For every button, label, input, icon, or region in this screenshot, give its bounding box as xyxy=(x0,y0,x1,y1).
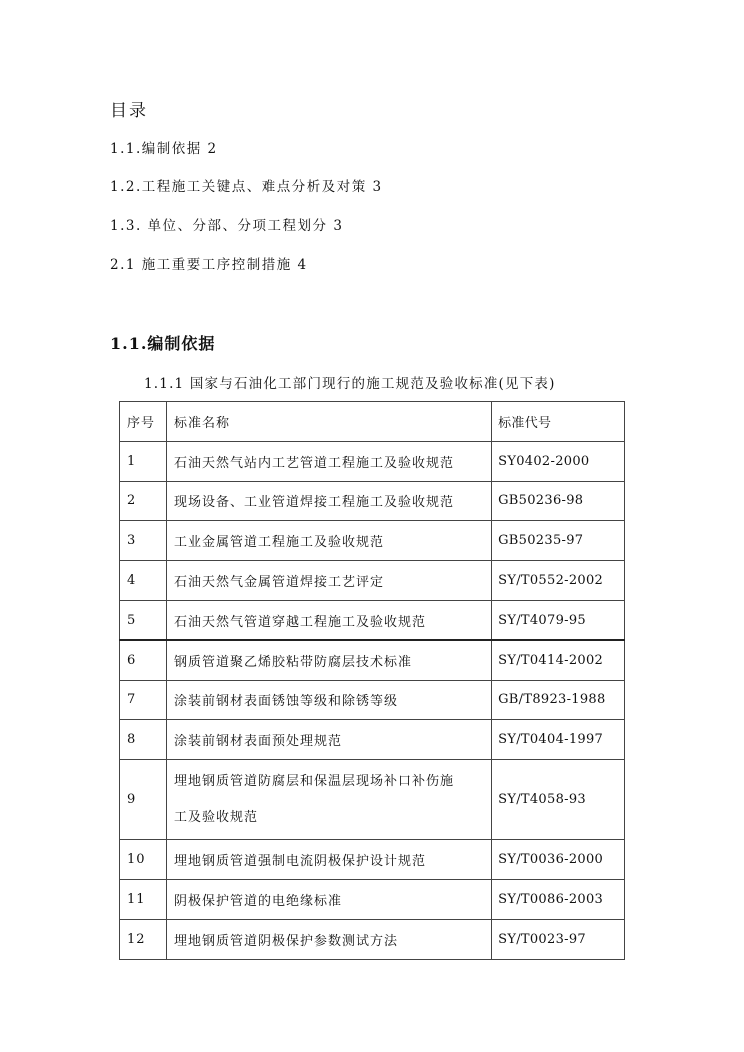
table-row xyxy=(120,760,625,840)
cell-name: 埋地钢质管道强制电流阴极保护设计规范 xyxy=(166,840,491,880)
table-row xyxy=(120,441,625,481)
table-row xyxy=(120,521,625,561)
table-header-row xyxy=(120,402,625,442)
cell-code: SY/T0552-2002 xyxy=(492,561,625,601)
cell-name: 石油天然气站内工艺管道工程施工及验收规范 xyxy=(166,441,491,481)
cell-name: 工业金属管道工程施工及验收规范 xyxy=(166,521,491,561)
table-row xyxy=(120,840,625,880)
cell-name: 埋地钢质管道阴极保护参数测试方法 xyxy=(166,919,491,959)
cell-code: SY/T4058-93 xyxy=(492,760,625,840)
cell-name-line: 工及验收规范 xyxy=(173,809,258,825)
cell-no: 1 xyxy=(120,441,167,481)
cell-code: GB50235-97 xyxy=(492,521,625,561)
header-cell-no: 序号 xyxy=(120,402,167,442)
cell-no: 11 xyxy=(120,879,167,919)
cell-name: 涂装前钢材表面锈蚀等级和除锈等级 xyxy=(166,680,491,720)
cell-name: 涂装前钢材表面预处理规范 xyxy=(166,720,491,760)
cell-name: 现场设备、工业管道焊接工程施工及验收规范 xyxy=(166,481,491,521)
intro-text: 1.1.1 国家与石油化工部门现行的施工规范及验收标准(见下表) xyxy=(144,376,556,392)
cell-no: 5 xyxy=(120,600,167,640)
cell-no: 12 xyxy=(120,919,167,959)
cell-name xyxy=(166,760,491,840)
cell-code: SY/T0086-2003 xyxy=(492,879,625,919)
table-row xyxy=(120,561,625,601)
cell-name-line: 埋地钢质管道防腐层和保温层现场补口补伤施 xyxy=(173,773,454,789)
cell-code: SY/T0414-2002 xyxy=(492,640,625,680)
table-row xyxy=(120,720,625,760)
cell-no: 9 xyxy=(120,760,167,840)
cell-code: SY/T0023-97 xyxy=(492,919,625,959)
toc-entry[interactable]: 2.1 施工重要工序控制措施 4 xyxy=(110,257,308,273)
toc-entry[interactable]: 1.1.编制依据 2 xyxy=(110,141,218,157)
cell-name: 钢质管道聚乙烯胶粘带防腐层技术标准 xyxy=(166,640,491,680)
cell-name: 阴极保护管道的电绝缘标准 xyxy=(166,879,491,919)
cell-code: SY0402-2000 xyxy=(492,441,625,481)
table-row xyxy=(120,919,625,959)
toc-entry[interactable]: 1.2.工程施工关键点、难点分析及对策 3 xyxy=(110,179,383,195)
toc-title: 目录 xyxy=(110,101,148,121)
table-row xyxy=(120,680,625,720)
cell-no: 7 xyxy=(120,680,167,720)
header-cell-name: 标准名称 xyxy=(166,402,491,442)
cell-no: 8 xyxy=(120,720,167,760)
cell-code: SY/T0404-1997 xyxy=(492,720,625,760)
cell-code: GB/T8923-1988 xyxy=(492,680,625,720)
cell-code: GB50236-98 xyxy=(492,481,625,521)
cell-code: SY/T0036-2000 xyxy=(492,840,625,880)
toc-entry[interactable]: 1.3. 单位、分部、分项工程划分 3 xyxy=(110,218,344,234)
cell-code: SY/T4079-95 xyxy=(492,600,625,640)
cell-name: 石油天然气管道穿越工程施工及验收规范 xyxy=(166,600,491,640)
table-row xyxy=(120,879,625,919)
table-row xyxy=(120,600,625,640)
cell-no: 2 xyxy=(120,481,167,521)
cell-name: 石油天然气金属管道焊接工艺评定 xyxy=(166,561,491,601)
table-row xyxy=(120,640,625,680)
header-cell-code: 标准代号 xyxy=(492,402,625,442)
cell-no: 4 xyxy=(120,561,167,601)
table-row xyxy=(120,481,625,521)
cell-no: 6 xyxy=(120,640,167,680)
cell-no: 10 xyxy=(120,840,167,880)
standards-table xyxy=(119,401,625,960)
section-heading: 1.1.编制依据 xyxy=(110,334,216,353)
cell-no: 3 xyxy=(120,521,167,561)
